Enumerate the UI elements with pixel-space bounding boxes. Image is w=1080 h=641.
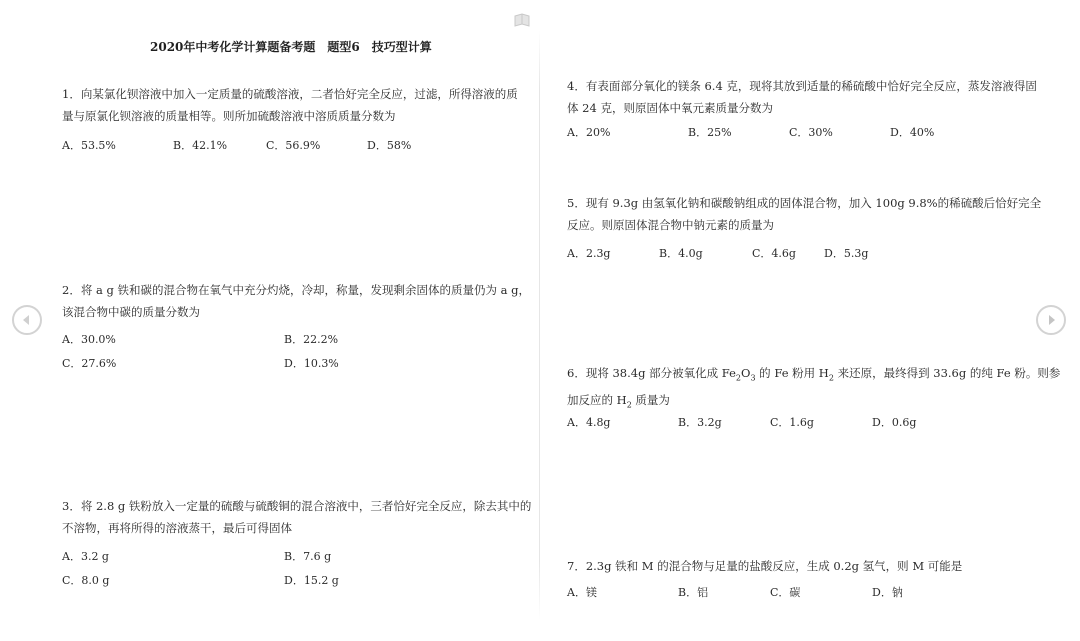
- question-5-option-c: C．4.6g: [752, 247, 796, 260]
- question-5-option-b: B．4.0g: [659, 247, 703, 260]
- chevron-right-icon: [1038, 307, 1064, 333]
- chevron-left-icon: [14, 307, 40, 333]
- question-2-text: 2．将 a g 铁和碳的混合物在氧气中充分灼烧，冷却，称量，发现剩余固体的质量仍为 a g， 该混合物中碳的质量分数为: [62, 283, 531, 319]
- question-2-option-b: B．22.2%: [284, 333, 339, 346]
- question-6-option-b: B．3.2g: [678, 416, 722, 429]
- question-2-option-c: C．27.6%: [62, 357, 117, 370]
- question-7-option-d: D．钠: [872, 586, 903, 599]
- question-1-option-c: C．56.9%: [266, 139, 321, 152]
- question-2-option-d: D．10.3%: [284, 357, 339, 370]
- question-2-option-a: A．30.0%: [62, 333, 116, 346]
- question-6-option-a: A．4.8g: [567, 416, 611, 429]
- question-5-option-d: D．5.3g: [824, 247, 869, 260]
- question-1-option-b: B．42.1%: [173, 139, 228, 152]
- question-4-option-d: D．40%: [890, 126, 935, 139]
- question-3-option-a: A．3.2 g: [62, 550, 109, 563]
- book-icon: [512, 12, 532, 28]
- question-6-option-d: D．0.6g: [872, 416, 917, 429]
- question-7-option-b: B．铝: [678, 586, 709, 599]
- question-5-option-a: A．2.3g: [567, 247, 611, 260]
- question-7-option-c: C．碳: [770, 586, 801, 599]
- page-divider: [539, 30, 540, 620]
- question-1-text: 1．向某氯化钡溶液中加入一定质量的硫酸溶液，二者恰好完全反应，过滤，所得溶液的质 量与原氯化钡溶液的质量相等。则所加硫酸溶液中溶质质量分数为: [62, 87, 518, 123]
- question-3-text: 3．将 2.8 g 铁粉放入一定量的硫酸与硫酸铜的混合溶液中，三者恰好完全反应，除去其中的 不溶物，再将所得的溶液蒸干，最后可得固体: [62, 499, 532, 535]
- question-5-text: 5．现有 9.3g 由氢氧化钠和碳酸钠组成的固体混合物，加入 100g 9.8%的稀硫酸后恰好完全 反应。则原固体混合物中钠元素的质量为: [567, 196, 1042, 232]
- question-3-option-d: D．15.2 g: [284, 574, 339, 587]
- prev-page-button[interactable]: [12, 305, 42, 335]
- question-4-option-a: A．20%: [567, 126, 611, 139]
- question-6-text: 6．现将 38.4g 部分被氧化成 $Fe_2O_3$ 的 Fe 粉用 $H_2$ 来还原，最终得到 33.6g 的纯 Fe 粉。则参 加反应的 $H_2$ 质量为: [567, 366, 1061, 410]
- question-4-option-b: B．25%: [688, 126, 732, 139]
- question-7-option-a: A．镁: [567, 586, 597, 599]
- page-title: 2020年中考化学计算题备考题 题型6 技巧型计算: [150, 40, 432, 54]
- question-4-text: 4．有表面部分氧化的镁条 6.4 克，现将其放到适量的稀硫酸中恰好完全反应，蒸发溶液得固 体 24 克，则原固体中氧元素质量分数为: [567, 79, 1037, 115]
- question-3-option-c: C．8.0 g: [62, 574, 110, 587]
- question-3-option-b: B．7.6 g: [284, 550, 332, 563]
- next-page-button[interactable]: [1036, 305, 1066, 335]
- question-4-option-c: C．30%: [789, 126, 833, 139]
- question-1-option-d: D．58%: [367, 139, 412, 152]
- question-6-option-c: C．1.6g: [770, 416, 814, 429]
- question-1-option-a: A．53.5%: [62, 139, 116, 152]
- question-7-text: 7．2.3g 铁和 M 的混合物与足量的盐酸反应，生成 0.2g 氢气，则 M 可能是: [567, 559, 963, 573]
